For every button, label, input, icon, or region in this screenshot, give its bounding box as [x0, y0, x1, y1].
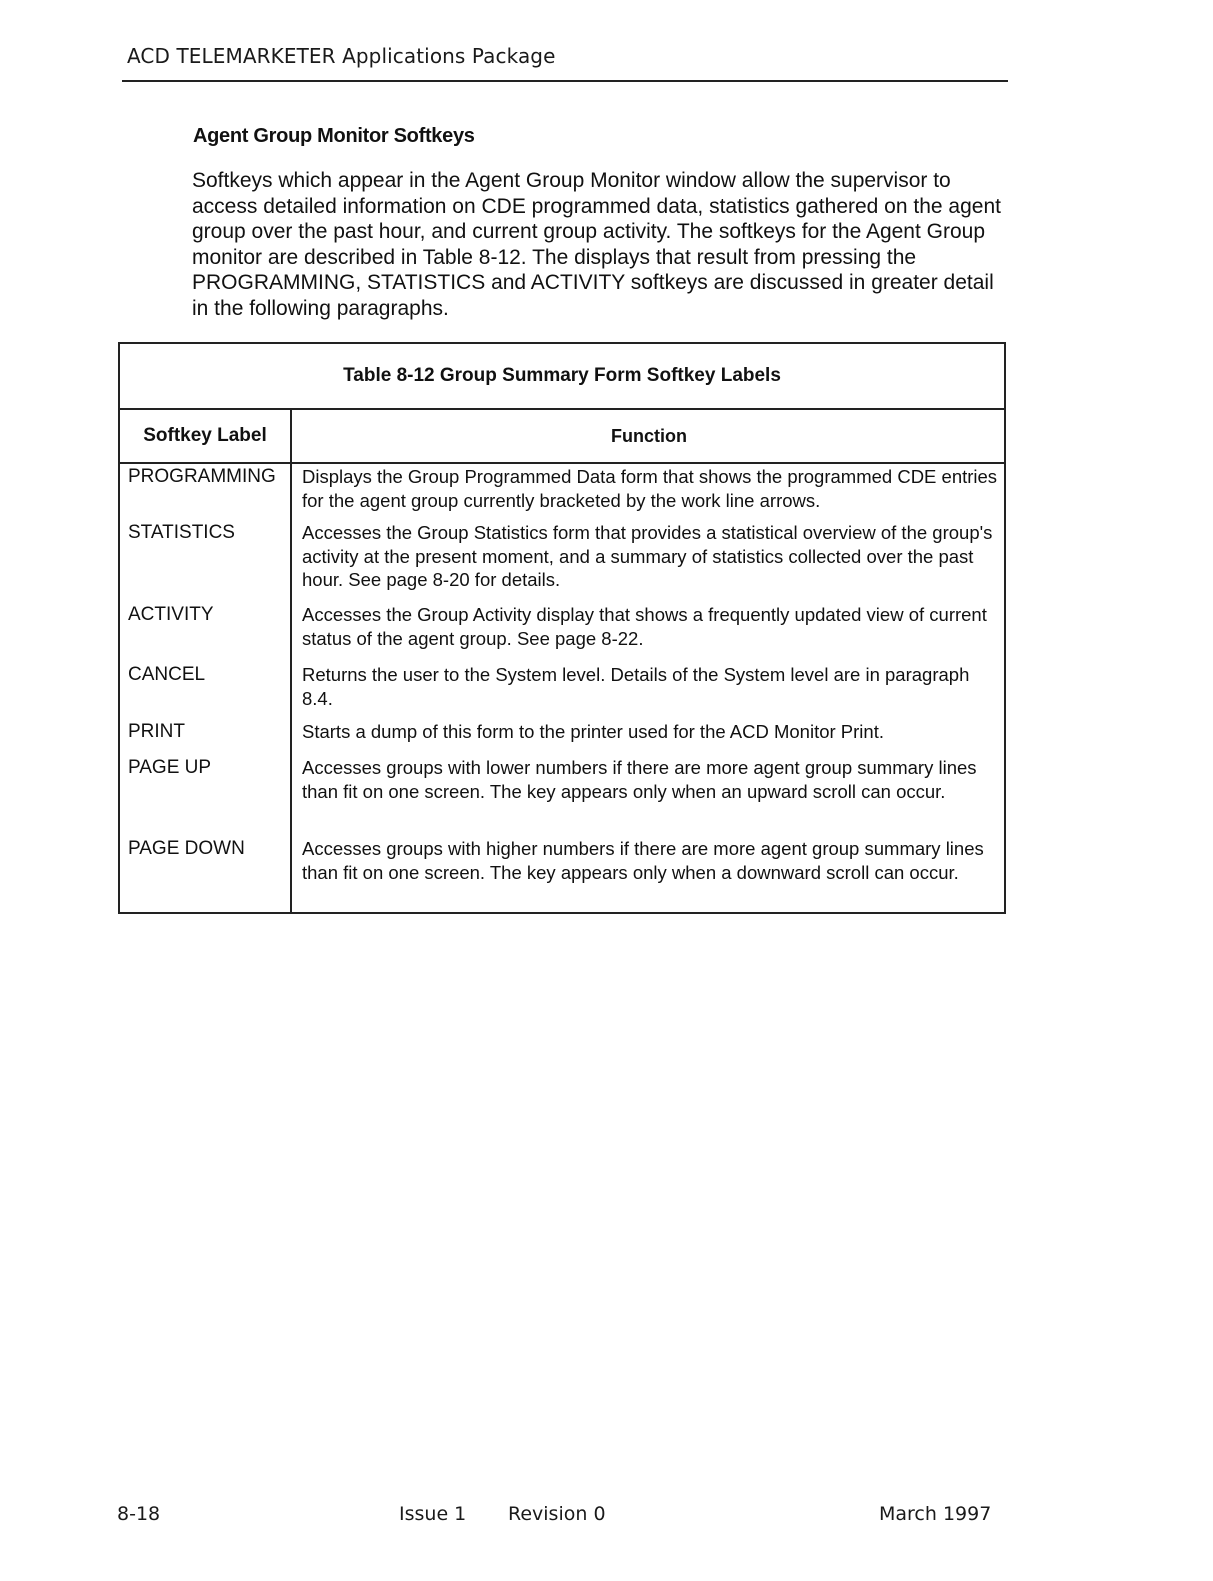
- softkey-function: Accesses the Group Statistics form that provides a statistical overview of the group's activity at the present moment, and a summary of statistics collected over the past hour. See page 8-20 for details.: [302, 522, 993, 590]
- intro-paragraph: Softkeys which appear in the Agent Group Monitor window allow the supervisor to access detailed information on CDE programmed data, statistics gathered on the agent group over the past hour, and current group activity. The softkeys for the Agent Group monitor are described in Table 8-12. The displays that result from pressing the PROGRAMMING, STATISTICS and ACTIVITY softkeys are discussed in greater detail in the following paragraphs.: [192, 169, 1001, 320]
- softkey-label: STATISTICS: [128, 522, 235, 543]
- footer-revision: Revision 0: [508, 1503, 606, 1525]
- softkey-table: [118, 342, 1006, 914]
- softkey-label: ACTIVITY: [128, 604, 214, 625]
- footer-date: March 1997: [879, 1503, 992, 1525]
- softkey-label: CANCEL: [128, 664, 206, 685]
- header-rule: [122, 80, 1008, 82]
- softkey-label: PRINT: [128, 721, 185, 742]
- softkey-label: PAGE DOWN: [128, 838, 245, 859]
- softkey-function: Displays the Group Programmed Data form that shows the programmed CDE entries for the agent group currently bracketed by the work line arrows.: [302, 466, 998, 511]
- softkey-label: PAGE UP: [128, 757, 212, 778]
- column-divider: [290, 408, 292, 914]
- softkey-function: Starts a dump of this form to the printer used for the ACD Monitor Print.: [302, 721, 884, 742]
- table-caption: Table 8-12 Group Summary Form Softkey Labels: [120, 344, 1004, 410]
- softkey-function: Accesses the Group Activity display that shows a frequently updated view of current status of the agent group. See page 8-22.: [302, 604, 987, 649]
- softkey-label: PROGRAMMING: [128, 466, 276, 487]
- header-row-rule: [120, 462, 1004, 464]
- column-header-softkey-label: Softkey Label: [143, 425, 267, 446]
- column-header-function: Function: [611, 425, 687, 446]
- footer-page-number: 8-18: [117, 1503, 161, 1525]
- softkey-function: Accesses groups with higher numbers if there are more agent group summary lines than fit on one screen. The key appears only when a downward scroll can occur.: [302, 838, 984, 883]
- softkey-function: Returns the user to the System level. Details of the System level are in paragraph 8.4.: [302, 664, 970, 709]
- softkey-function: Accesses groups with lower numbers if there are more agent group summary lines than fit on one screen. The key appears only when an upward scroll can occur.: [302, 757, 977, 802]
- running-header: ACD TELEMARKETER Applications Package: [127, 44, 556, 68]
- footer-issue: Issue 1: [399, 1503, 467, 1525]
- section-title: Agent Group Monitor Softkeys: [193, 125, 475, 147]
